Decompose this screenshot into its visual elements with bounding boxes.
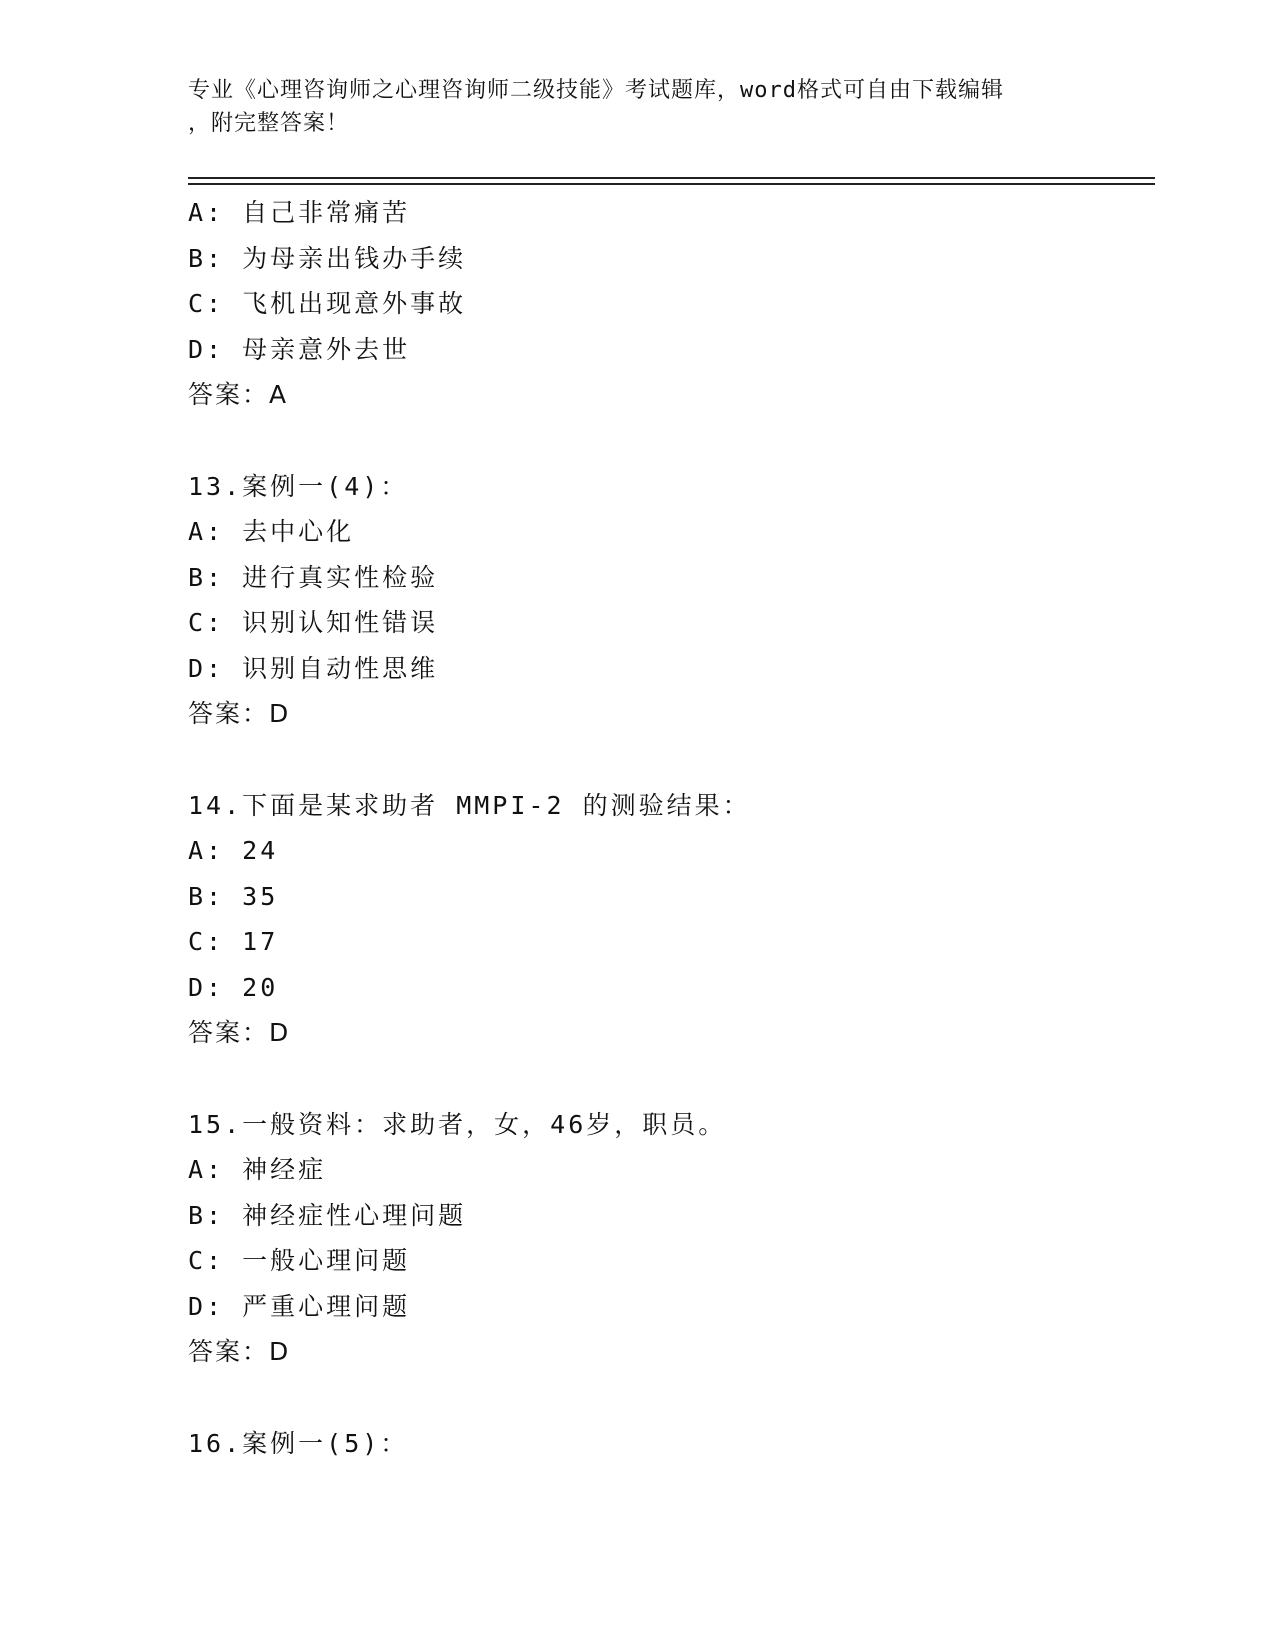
question-title: 13.案例一(4)： (188, 471, 409, 501)
header-divider-top (188, 177, 1155, 179)
question-spacer (188, 1375, 1148, 1421)
question-spacer (188, 418, 1148, 464)
question-block-15 (188, 1102, 1148, 1375)
answer-line: 答案：D (188, 1018, 291, 1047)
question-block-12 (188, 190, 1148, 418)
option-a: A: 自己非常痛苦 (188, 198, 411, 227)
document-header (188, 74, 1088, 140)
question-title: 15.一般资料：求助者，女，46岁，职员。 (188, 1109, 727, 1139)
option-b: B: 神经症性心理问题 (188, 1200, 467, 1230)
answer-line: 答案：D (188, 1337, 291, 1366)
question-title: 16.案例一(5)： (188, 1428, 409, 1458)
question-spacer (188, 737, 1148, 783)
question-block-16 (188, 1421, 1148, 1467)
option-d: D: 母亲意外去世 (188, 334, 411, 364)
header-divider-bottom (188, 183, 1155, 185)
option-a: A: 24 (188, 836, 279, 865)
header-line-1: 专业《心理咨询师之心理咨询师二级技能》考试题库，word格式可自由下载编辑 (188, 78, 1004, 103)
option-c: C: 一般心理问题 (188, 1246, 411, 1275)
option-d: D: 严重心理问题 (188, 1291, 411, 1321)
option-c: C: 飞机出现意外事故 (188, 289, 467, 318)
answer-line: 答案：D (188, 699, 291, 728)
question-content (188, 190, 1148, 1466)
option-d: D: 20 (188, 972, 279, 1002)
option-b: B: 进行真实性检验 (188, 562, 439, 592)
question-title: 14.下面是某求助者 MMPI-2 的测验结果： (188, 790, 751, 820)
question-block-14 (188, 783, 1148, 1056)
option-a: A: 去中心化 (188, 517, 355, 546)
option-c: C: 识别认知性错误 (188, 608, 439, 637)
option-b: B: 为母亲出钱办手续 (188, 243, 467, 273)
header-line-2: ，附完整答案！ (188, 111, 350, 136)
option-b: B: 35 (188, 881, 279, 911)
option-c: C: 17 (188, 927, 279, 956)
answer-line: 答案：A (188, 380, 289, 409)
option-a: A: 神经症 (188, 1155, 327, 1184)
question-spacer (188, 1056, 1148, 1102)
option-d: D: 识别自动性思维 (188, 653, 439, 683)
question-block-13 (188, 464, 1148, 737)
